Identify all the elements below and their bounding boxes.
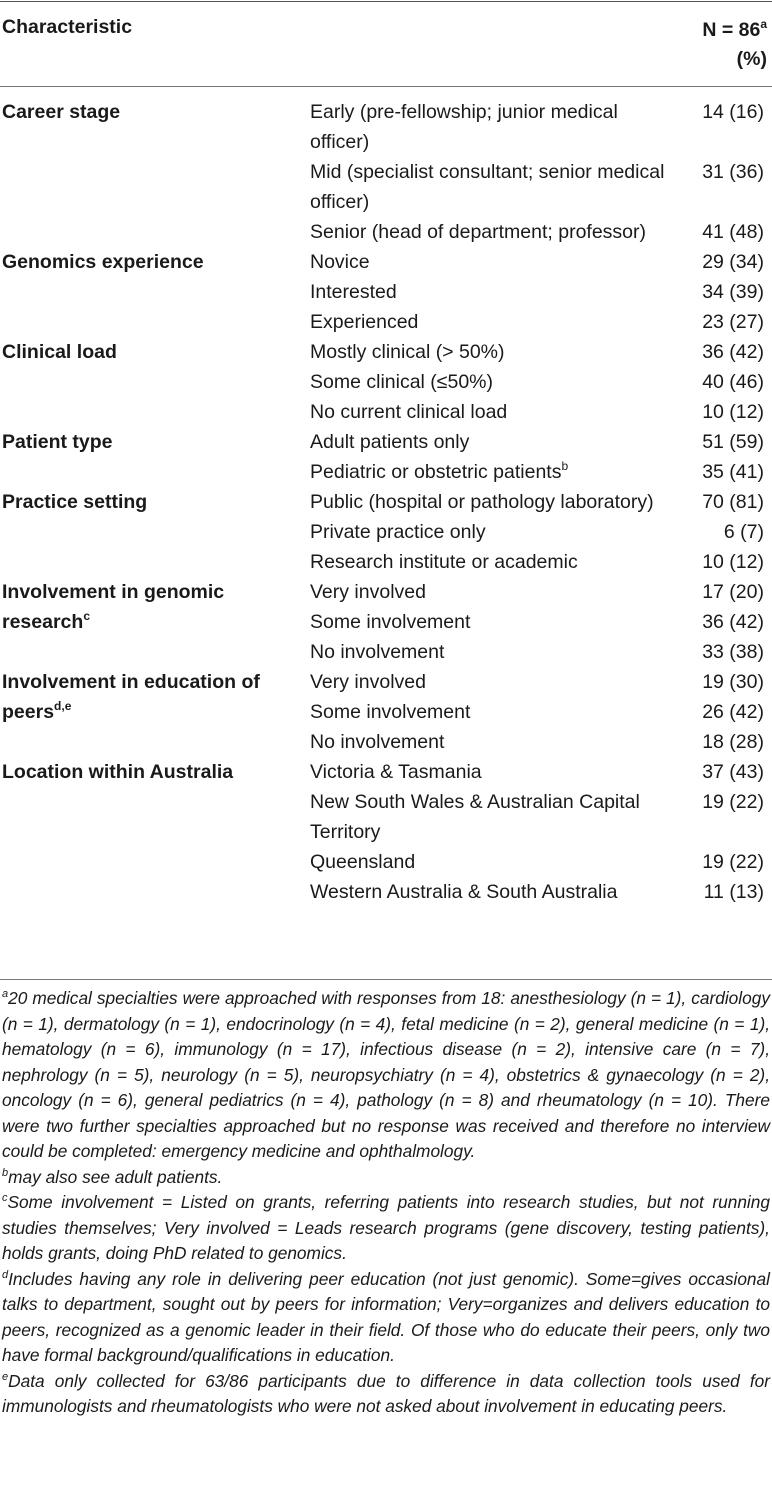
row-value: 10 (12): [702, 551, 764, 573]
row-value: 10 (12): [702, 401, 764, 423]
group-name-text: Involvement in education of peers: [2, 671, 260, 723]
group-name: [0, 667, 310, 757]
row-label-text: Research institute or academic: [310, 551, 578, 573]
table-row: [0, 487, 772, 517]
row-value: 14 (16): [702, 101, 764, 123]
group-name: [0, 487, 310, 577]
row-value: 18 (28): [702, 731, 764, 753]
row-label: [310, 397, 676, 427]
row-value: 26 (42): [702, 701, 764, 723]
row-label-text: Early (pre-fellowship; junior medical officer): [310, 101, 618, 153]
row-value: 29 (34): [702, 251, 764, 273]
footnote: [2, 1190, 770, 1267]
table-row: [0, 427, 772, 457]
table-row: [0, 247, 772, 277]
row-label-text: Public (hospital or pathology laboratory): [310, 491, 654, 513]
header-n-footnote-marker: a: [760, 17, 767, 31]
row-label-text: Very involved: [310, 581, 426, 603]
row-value: 17 (20): [702, 581, 764, 603]
row-label-text: No involvement: [310, 731, 445, 753]
group-name-text: Patient type: [2, 431, 113, 453]
row-value: 40 (46): [702, 371, 764, 393]
row-label: [310, 667, 676, 697]
row-label: [310, 367, 676, 397]
row-value: 33 (38): [702, 641, 764, 663]
footnote-text: Includes having any role in delivering peer education (not just genomic). Some=gives occasional talks to department, sought out by peers for information; Very=organizes and delivers education to peers, recognized as a genomic leader in their field. Of those who do educate their peers, only two have formal background/qualifications in education.: [2, 1268, 770, 1365]
row-label: [310, 307, 676, 337]
row-label: [310, 637, 676, 667]
group-name: [0, 577, 310, 667]
table-row: [0, 757, 772, 787]
row-value: 35 (41): [702, 461, 764, 483]
group-name-text: Career stage: [2, 101, 121, 123]
footnote-marker: a: [2, 988, 9, 1000]
row-value: 34 (39): [702, 281, 764, 303]
row-label-text: Mostly clinical (> 50%): [310, 341, 505, 363]
footnote: [2, 1165, 770, 1191]
row-label-text: Private practice only: [310, 521, 486, 543]
row-label-text: Western Australia & South Australia: [310, 881, 618, 903]
row-label-text: Interested: [310, 281, 397, 303]
footnote-marker: e: [2, 1370, 9, 1383]
row-label-text: No current clinical load: [310, 401, 508, 423]
row-label: [310, 877, 676, 907]
row-footnote-marker: b: [561, 459, 569, 473]
row-value: 41 (48): [702, 221, 764, 243]
header-characteristic: Characteristic: [2, 16, 133, 38]
row-label: [310, 247, 676, 277]
top-rule: [0, 1, 772, 2]
group-name: [0, 427, 310, 487]
row-value: 70 (81): [702, 491, 764, 513]
table-row: [0, 337, 772, 367]
row-label-text: Victoria & Tasmania: [310, 761, 482, 783]
footnote: [2, 986, 770, 1165]
table-row: [0, 577, 772, 607]
group-name: [0, 337, 310, 427]
footnote-text: 20 medical specialties were approached with responses from 18: anesthesiology (n = 1), cardiology (n = 1), dermatology (n = 1), endocrinology (n = 4), fetal medicine (n = 2), general medicine (n = 1), hematology (n = 6), immunology (n = 17), infectious disease (n = 2), intensive care (n = 7), nephrology (n = 5), neurology (n = 5), neuropsychiatry (n = 4), obstetrics & gynaecology (n = 2), oncology (n = 6), general pediatrics (n = 4), pathology (n = 8) and rheumatology (n = 10). There were two further specialties approached but no response was received and therefore no interview could be completed: emergency medicine and ophthalmology.: [2, 988, 770, 1161]
header-n-label: N = 86: [702, 19, 761, 41]
row-label-text: Some clinical (≤50%): [310, 371, 494, 393]
group-name-text: Practice setting: [2, 491, 148, 513]
row-label: [310, 217, 676, 247]
row-label-text: Senior (head of department; professor): [310, 221, 647, 243]
row-value: 11 (13): [703, 881, 764, 903]
row-label: [310, 787, 676, 847]
row-label-text: Adult patients only: [310, 431, 470, 453]
row-label: [310, 757, 676, 787]
row-label: [310, 727, 676, 757]
bottom-rule: [0, 979, 772, 980]
table-body: [0, 97, 772, 907]
row-label: [310, 607, 676, 637]
header-rule: [0, 86, 772, 87]
row-label: [310, 277, 676, 307]
footnote-text: Some involvement = Listed on grants, referring patients into research studies, but not running studies themselves; Very involved = Leads research programs (gene discovery, testing patients), holds grants, doing PhD related to genomics.: [2, 1192, 770, 1263]
group-name-text: Location within Australia: [2, 761, 234, 783]
row-label: [310, 337, 676, 367]
footnote-text: Data only collected for 63/86 participants due to difference in data collection tools used for immunologists and rheumatologists who were not asked about involvement in educating peers.: [2, 1370, 770, 1416]
table-row: [0, 667, 772, 697]
row-label: [310, 847, 676, 877]
row-label-text: Novice: [310, 251, 370, 273]
footnote-marker: c: [2, 1192, 8, 1204]
row-label: [310, 487, 676, 517]
row-value: 36 (42): [702, 341, 764, 363]
row-label: [310, 97, 676, 157]
row-value: 19 (22): [702, 791, 764, 813]
row-value: 19 (22): [702, 851, 764, 873]
row-label-text: Experienced: [310, 311, 419, 333]
group-name: [0, 247, 310, 337]
row-label-text: Very involved: [310, 671, 426, 693]
row-label: [310, 547, 676, 577]
row-value: 19 (30): [702, 671, 764, 693]
header-n-percent: (%): [736, 48, 767, 70]
row-label-text: Some involvement: [310, 701, 471, 723]
row-label-text: New South Wales & Australian Capital Territory: [310, 791, 640, 843]
row-value: 23 (27): [702, 311, 764, 333]
row-label: [310, 697, 676, 727]
row-label-text: Queensland: [310, 851, 416, 873]
row-value: 37 (43): [702, 761, 764, 783]
footnote: [2, 1369, 770, 1420]
table-row: [0, 97, 772, 157]
header-n: [702, 16, 767, 74]
footnote-marker: b: [2, 1166, 9, 1179]
row-label-text: Mid (specialist consultant; senior medical officer): [310, 161, 665, 213]
row-value: 51 (59): [702, 431, 764, 453]
group-name-text: Clinical load: [2, 341, 117, 363]
row-label: [310, 157, 676, 217]
footnote: [2, 1267, 770, 1369]
row-value: 6 (7): [723, 521, 764, 543]
group-name: [0, 757, 310, 907]
row-label: [310, 427, 676, 457]
footnotes: [2, 986, 770, 1420]
row-label-text: Pediatric or obstetric patients: [310, 461, 562, 483]
row-label: [310, 457, 676, 487]
group-footnote-marker: d,e: [54, 699, 72, 713]
row-label-text: Some involvement: [310, 611, 471, 633]
group-footnote-marker: c: [83, 609, 91, 623]
row-label: [310, 517, 676, 547]
footnote-marker: d: [2, 1268, 9, 1281]
group-name-text: Genomics experience: [2, 251, 204, 273]
row-label: [310, 577, 676, 607]
group-name: [0, 97, 310, 247]
row-value: 31 (36): [702, 161, 764, 183]
row-value: 36 (42): [702, 611, 764, 633]
row-label-text: No involvement: [310, 641, 445, 663]
group-name-text: Involvement in genomic research: [2, 581, 225, 633]
footnote-text: may also see adult patients.: [8, 1166, 223, 1187]
